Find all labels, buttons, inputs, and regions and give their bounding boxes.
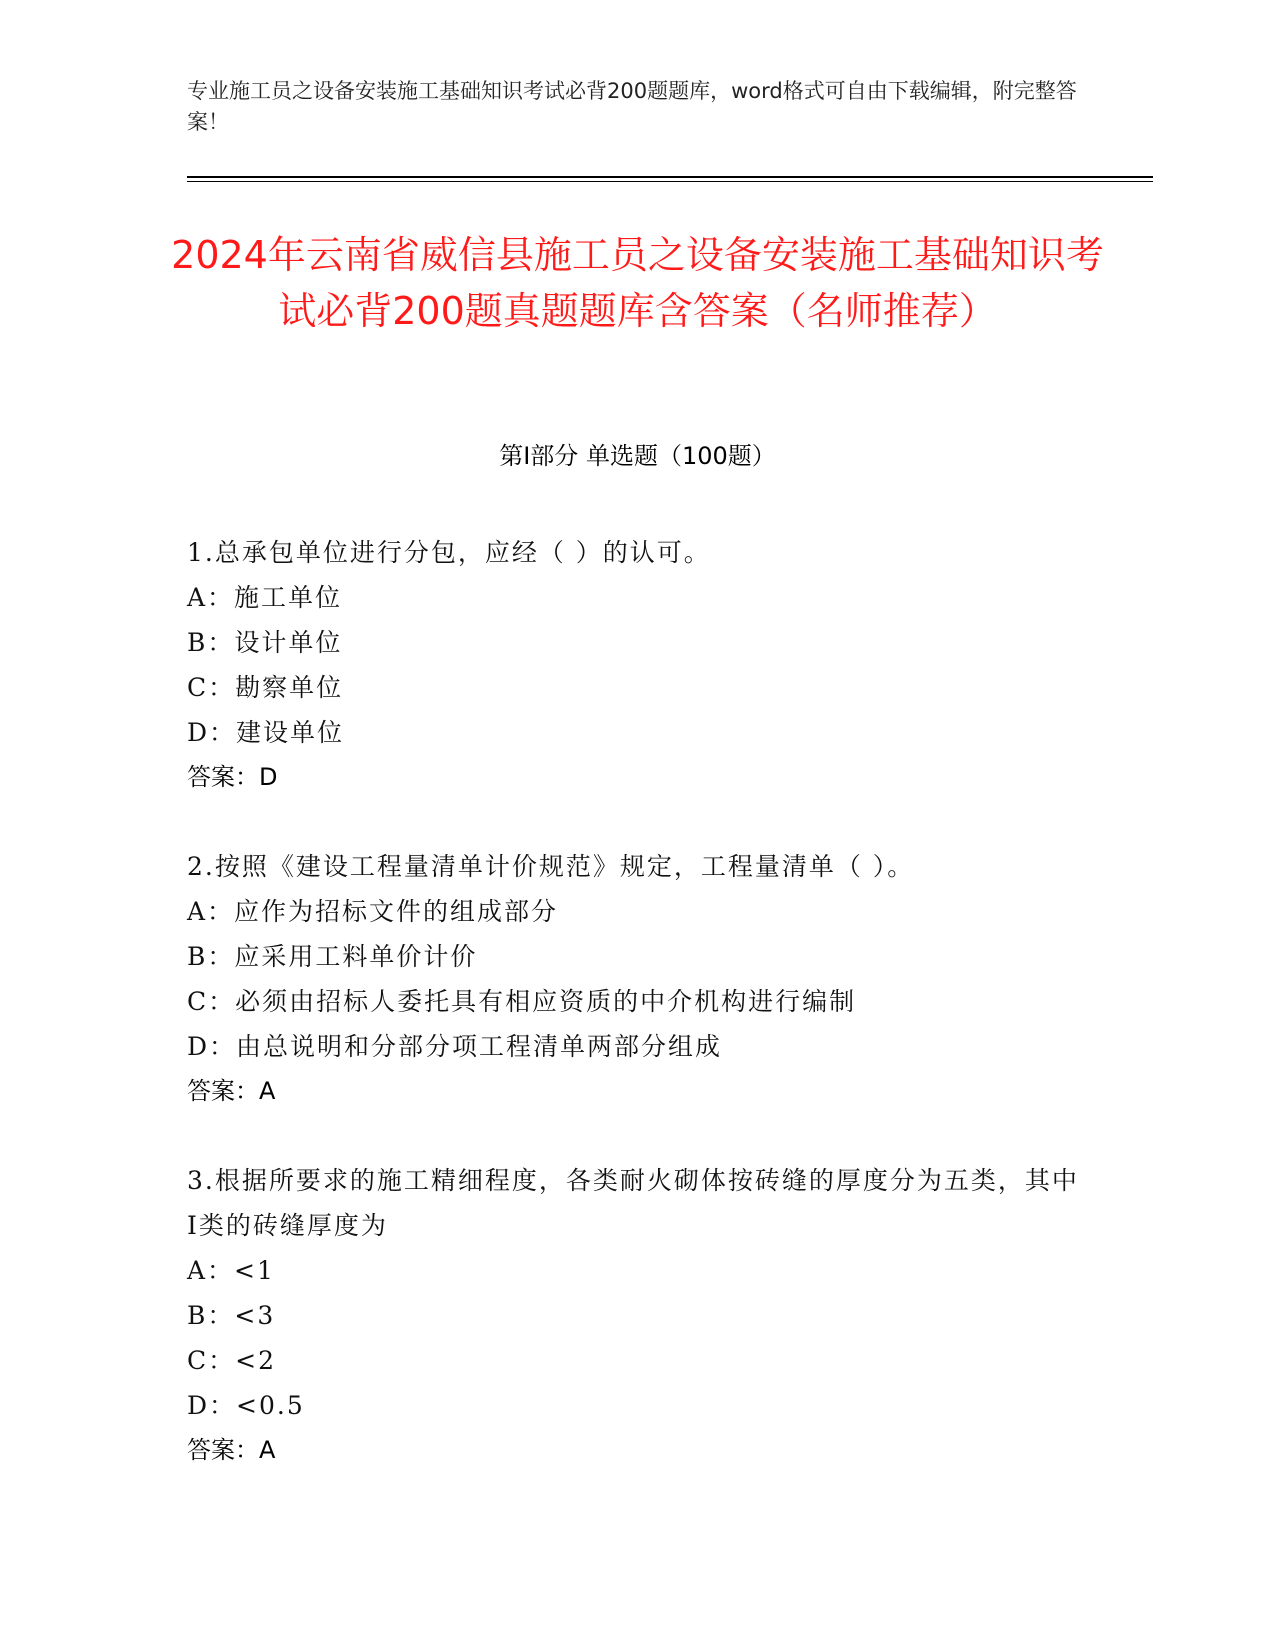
answer-line: 答案：A [187,1077,276,1105]
option-d: D：<0.5 [187,1391,305,1420]
option-c: C：必须由招标人委托具有相应资质的中介机构进行编制 [187,987,857,1016]
option-c: C：<2 [187,1346,276,1375]
option-a: A：应作为招标文件的组成部分 [187,897,559,926]
question-stem: 3.根据所要求的施工精细程度，各类耐火砌体按砖缝的厚度分为五类，其中I类的砖缝厚度为 [187,1166,1079,1240]
option-b: B：应采用工料单价计价 [187,942,478,971]
option-b: B：<3 [187,1301,276,1330]
header-divider-thin [187,181,1153,182]
option-a: A：<1 [187,1256,275,1285]
section-title: 第I部分 单选题（100题） [499,442,776,470]
question-item [187,1158,1087,1473]
question-item [187,530,1087,800]
answer-line: 答案：A [187,1436,276,1464]
answer-line: 答案：D [187,763,278,791]
question-stem: 1.总承包单位进行分包，应经（ ）的认可。 [187,538,711,567]
header-note: 专业施工员之设备安装施工基础知识考试必背200题题库，word格式可自由下载编辑，附完整答案！ [187,79,1077,134]
header-divider-thick [187,176,1153,178]
option-c: C：勘察单位 [187,673,344,702]
option-a: A：施工单位 [187,583,343,612]
option-d: D：建设单位 [187,718,345,747]
question-item [187,844,1087,1114]
question-stem: 2.按照《建设工程量清单计价规范》规定，工程量清单（ ）。 [187,852,915,881]
question-list [187,530,1087,1517]
option-b: B：设计单位 [187,628,343,657]
document-title: 2024年云南省威信县施工员之设备安装施工基础知识考试必背200题真题题库含答案（名师推荐） [171,233,1104,333]
option-d: D：由总说明和分部分项工程清单两部分组成 [187,1032,723,1061]
